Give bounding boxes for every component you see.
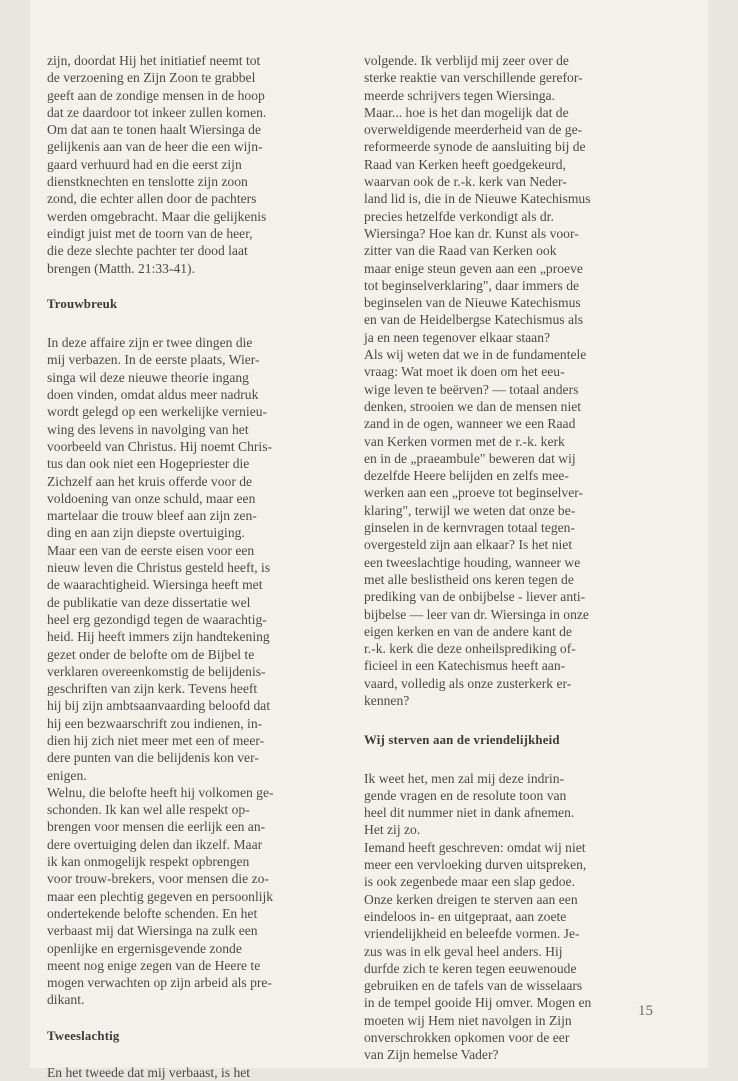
paragraph: Ik weet het, men zal mij deze indrin- gende vragen en de resolute toon van heel dit nummer niet in dank afnemen. Het zij zo. xyxy=(364,770,575,838)
paragraph: Maar... hoe is het dan mogelijk dat de overweldigende meerderheid van de ge- reformeerde synode de aansluiting bij de Raad van Kerken heeft goedgekeurd, waarvan ook de r.-k. kerk van Neder- land lid is, die in de Nieuwe Katechismus precies hetzelfde verkondigt als dr. Wiersinga? Hoe kan dr. Kunst als voor- zitter van die Raad van Kerken ook maar enige steun geven aan een „proeve tot beginselverklaring", daar immers de beginselen van de Nieuwe Katechismus en van de Heidelbergse Katechismus als ja en neen tegenover elkaar staan? xyxy=(364,104,591,345)
right-column xyxy=(364,52,670,1064)
section-heading-tweeslachtig: Tweeslachtig xyxy=(47,1028,120,1043)
paragraph: In deze affaire zijn er twee dingen die mij verbazen. In de eerste plaats, Wier- singa wil deze nieuwe theorie ingang doen vinden, omdat aldus meer nadruk wordt gelegd op een werkelijke vernieu- wing des levens in navolging van het voorbeeld van Christus. Hij noemt Chris- tus dan ook niet een Hogepriester die Zichzelf aan het kruis offerde voor de voldoening van onze schuld, maar een martelaar die trouw bleef aan zijn zen- ding en aan zijn diepste overtuiging. xyxy=(47,335,273,541)
paragraph: volgende. Ik verblijd mij zeer over de sterke reaktie van verschillende gerefor- meerde schrijvers tegen Wiersinga. xyxy=(364,53,583,103)
paragraph: En het tweede dat mij verbaast, is het xyxy=(47,1065,251,1081)
paragraph: Als wij weten dat we in de fundamentele vraag: Wat moet ik doen om het eeu- wige leven te beërven? — totaal anders denken, strooien we dan de mensen niet zand in de ogen, wanneer we een Raad van Kerken vormen met de r.-k. kerk en in de „praeambule" beweren dat wij dezelfde Heere belijden en zelfs mee- werken aan een „proeve tot beginselver- klaring", terwijl we weten dat onze be- ginselen in de kernvragen totaal tegen- overgesteld zijn aan elkaar? Is het niet een tweeslachtige houding, wanneer we met alle beslistheid ons keren tegen de prediking van de onbijbelse - liever anti- bijbelse — leer van dr. Wiersinga in onze eigen kerken en van de andere kant de r.-k. kerk die deze onheilsprediking of- ficieel in een Katechismus heeft aan- vaard, volledig als onze zusterkerk er- kennen? xyxy=(364,347,589,708)
paragraph: Iemand heeft geschreven: omdat wij niet meer een vervloeking durven uitspreken, is ook zegenbede maar een slap gedoe. Onze kerken dreigen te sterven aan een eindeloos in- en uitgepraat, aan zoete vriendelijkheid en beleefde vormen. Je- zus was in elk geval heel anders. Hij durfde zich te keren tegen eeuwenoude gebruiken en de tafels van de wisselaars in de tempel gooide Hij omver. Mogen en moeten wij Hem niet navolgen in Zijn onverschrokken opkomen voor de eer van Zijn hemelse Vader? xyxy=(364,839,592,1063)
paragraph: Welnu, die belofte heeft hij volkomen ge- schonden. Ik kan wel alle respekt op- brengen voor mensen die eerlijk een an- dere overtuiging delen dan ikzelf. Maar ik kan onmogelijk respekt opbrengen voor trouw-brekers, voor mensen die zo- maar een plechtig gegeven en persoonlijk ondertekende belofte schenden. En het verbaast mij dat Wiersinga na zulk een openlijke en ergernisgevende zonde meent nog enige zegen van de Heere te mogen verwachten op zijn arbeid als pre- dikant. xyxy=(47,784,274,1008)
section-heading-trouwbreuk: Trouwbreuk xyxy=(47,296,118,311)
section-heading-vriendelijkheid: Wij sterven aan de vriendelijkheid xyxy=(364,733,560,748)
paragraph: Maar een van de eerste eisen voor een nieuw leven die Christus gesteld heeft, is de waarachtigheid. Wiersinga heeft met de publikatie van deze dissertatie wel heel erg gezondigd tegen de waarachtig- heid. Hij heeft immers zijn handtekening gezet onder de belofte om de Bijbel te verklaren overeenkomstig de belijdenis- geschriften van zijn kerk. Tevens heeft hij bij zijn ambtsaanvaarding beloofd dat hij een bezwaarschrift zou indienen, in- dien hij zich niet meer met een of meer- dere punten van die belijdenis kon ver- enigen. xyxy=(47,542,271,783)
document-page xyxy=(30,0,708,1081)
page-number: 15 xyxy=(638,1003,653,1019)
paragraph: zijn, doordat Hij het initiatief neemt tot de verzoening en Zijn Zoon te grabbel geeft aan de zondige mensen in de hoop dat ze daardoor tot inkeer zullen komen. Om dat aan te tonen haalt Wiersinga de gelijkenis aan van de heer die een wijn- gaard verhuurd had en die eerst zijn dienstknechten en tenslotte zijn zoon zond, die echter allen door de pachters werden omgebracht. Maar die gelijkenis eindigt juist met de toorn van de heer, die deze slechte pachter ter dood laat brengen (Matth. 21:33-41). xyxy=(47,53,267,276)
left-column xyxy=(47,52,347,1081)
